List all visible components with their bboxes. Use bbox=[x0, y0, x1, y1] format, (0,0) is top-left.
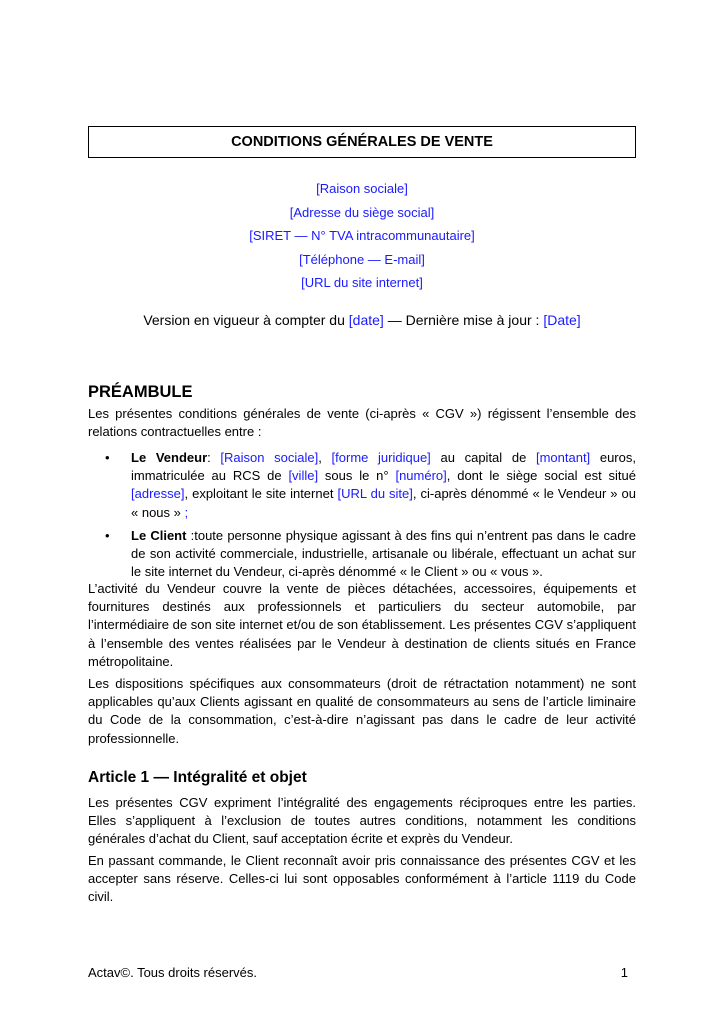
footer-copyright: Actav©. Tous droits réservés. bbox=[88, 965, 258, 980]
numero-placeholder: [numéro] bbox=[395, 468, 447, 484]
client-label: Le Client bbox=[131, 527, 187, 543]
vendeur-text: , bbox=[318, 450, 332, 465]
vendeur-text: : bbox=[207, 450, 221, 465]
bullet-dot: • bbox=[105, 527, 110, 543]
vendeur-text: , exploitant le site internet bbox=[184, 486, 338, 502]
list-item-vendeur bbox=[88, 449, 636, 522]
update-date-placeholder: [Date] bbox=[543, 312, 581, 328]
adresse-placeholder: [adresse] bbox=[131, 486, 185, 502]
list-item-client bbox=[88, 527, 636, 582]
url-placeholder: [URL du site] bbox=[337, 486, 413, 502]
preamble-paragraph-consumers: Les dispositions spécifiques aux consommateurs (droit de rétractation notamment) ne sont applicables qu’aux Clients agissant en qualité de consommateurs au sens de l’article liminaire du Code de la consommation, c’est-à-dire n’agissant pas dans le cadre de leur activité professionnelle. bbox=[88, 676, 636, 746]
preamble-heading: PRÉAMBULE bbox=[88, 383, 193, 401]
vendeur-label: Le Vendeur bbox=[131, 450, 208, 465]
vendeur-text: , ci-après dénommé « le Vendeur » ou « nous » bbox=[131, 486, 636, 520]
company-name-placeholder: [Raison sociale] bbox=[316, 181, 408, 196]
bullet-dot: • bbox=[105, 450, 110, 465]
vendeur-text: sous le n° bbox=[318, 468, 396, 484]
raison-sociale-placeholder: [Raison sociale] bbox=[220, 450, 319, 465]
preamble-paragraph-activity: L’activité du Vendeur couvre la vente de pièces détachées, accessoires, équipements et fournitures destinés aux professionnels et particuliers du secteur automobile, par l’intermédiaire de son site internet et/ou de son établissement. Les présentes CGV s’appliquent à l’ensemble des ventes réalisées par le Vendeur à destination de clients situés en France métropolitaine. bbox=[88, 581, 636, 669]
preamble-intro: Les présentes conditions générales de vente (ci-après « CGV ») régissent l’ensemble des relations contractuelles entre : bbox=[88, 406, 636, 440]
version-prefix: Version en vigueur à compter du bbox=[143, 312, 349, 328]
vendeur-text: , dont le siège social est situé bbox=[446, 468, 636, 484]
contact-placeholder: [Téléphone — E-mail] bbox=[299, 251, 425, 267]
version-middle: — Dernière mise à jour : bbox=[383, 312, 544, 328]
forme-juridique-placeholder: [forme juridique] bbox=[331, 450, 431, 465]
document-title-box bbox=[88, 126, 636, 158]
version-line bbox=[0, 311, 724, 329]
vendeur-text: au capital de bbox=[430, 450, 536, 465]
montant-placeholder: [montant] bbox=[535, 450, 591, 465]
vendeur-text: euros, immatriculée au RCS de bbox=[131, 450, 636, 484]
company-header bbox=[0, 177, 724, 295]
client-text: :toute personne physique agissant à des fins qui n’entrent pas dans le cadre de son activité commerciale, industrielle, artisanale ou libérale, effectuant un achat sur le site internet du Vendeur, ci-après dénommé « le Client » ou « vous ». bbox=[131, 527, 636, 580]
parties-list bbox=[88, 449, 636, 581]
article-1-paragraph-1: Les présentes CGV expriment l’intégralité des engagements réciproques entre les parties. Elles s’appliquent à l’exclusion de toutes autres conditions, notamment les conditions générales d’achat du Client, sauf acceptation écrite et exprès du Vendeur. bbox=[88, 795, 636, 847]
vendeur-semicolon: ; bbox=[184, 504, 189, 520]
siret-placeholder: [SIRET — N° TVA intracommunautaire] bbox=[249, 228, 475, 243]
document-title: CONDITIONS GÉNÉRALES DE VENTE bbox=[231, 134, 493, 150]
article-1-paragraph-2: En passant commande, le Client reconnaît avoir pris connaissance des présentes CGV et les accepter sans réserve. Celles-ci lui sont opposables conformément à l’article 1119 du Code civil. bbox=[88, 853, 636, 905]
address-placeholder: [Adresse du siège social] bbox=[289, 204, 435, 220]
page-number: 1 bbox=[620, 965, 628, 980]
version-date-placeholder: [date] bbox=[348, 312, 384, 328]
article-1-heading: Article 1 — Intégralité et objet bbox=[88, 769, 307, 786]
website-placeholder: [URL du site internet] bbox=[301, 275, 423, 290]
ville-placeholder: [ville] bbox=[288, 468, 319, 484]
